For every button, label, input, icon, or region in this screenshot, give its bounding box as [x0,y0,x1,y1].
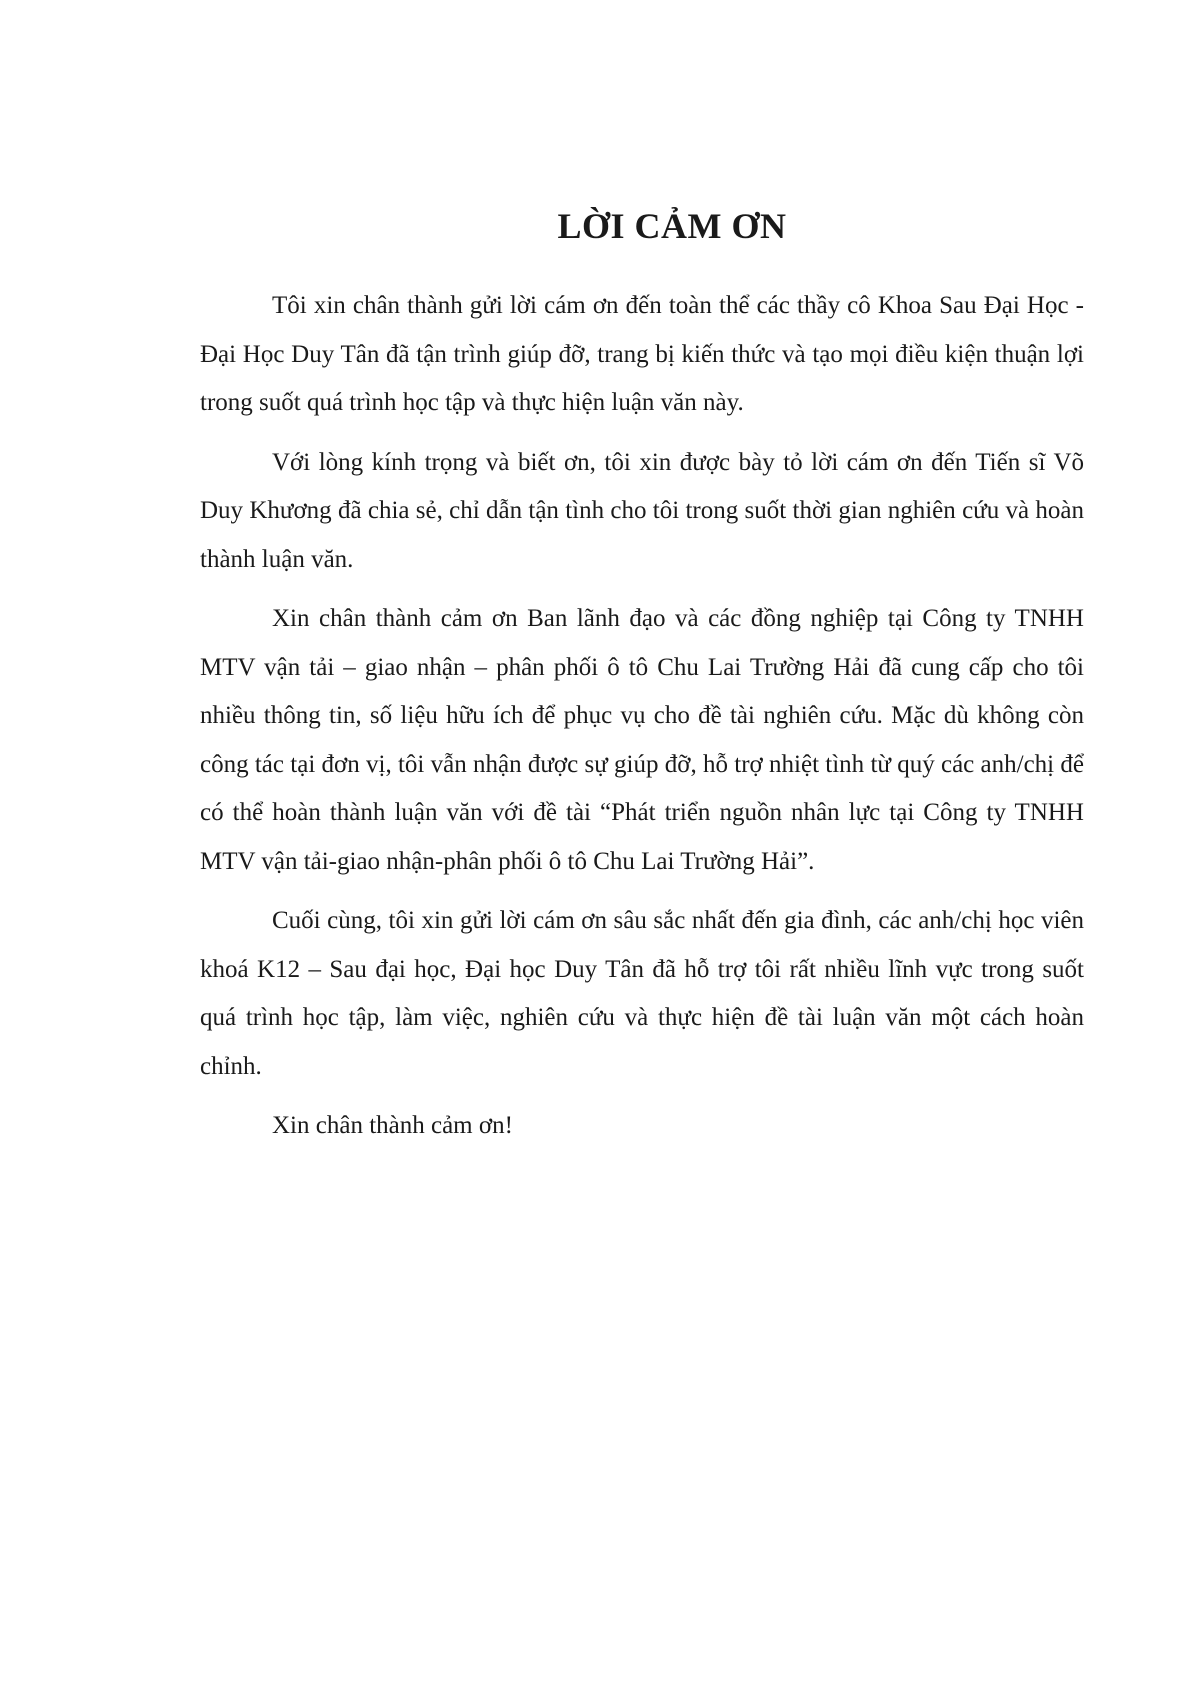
paragraph-faculty-thanks: Tôi xin chân thành gửi lời cám ơn đến toàn thể các thầy cô Khoa Sau Đại Học - Đại Học Duy Tân đã tận trình giúp đỡ, trang bị kiến thức và tạo mọi điều kiện thuận lợi trong suốt quá trình học tập và thực hiện luận văn này. [200,292,1084,416]
paragraph-family-thanks: Cuối cùng, tôi xin gửi lời cám ơn sâu sắc nhất đến gia đình, các anh/chị học viên khoá K12 – Sau đại học, Đại học Duy Tân đã hỗ trợ tôi rất nhiều lĩnh vực trong suốt quá trình học tập, làm việc, nghiên cứu và thực hiện đề tài luận văn một cách hoàn chỉnh. [200,907,1084,1080]
paragraph-advisor-thanks: Với lòng kính trọng và biết ơn, tôi xin được bày tỏ lời cám ơn đến Tiến sĩ Võ Duy Khương đã chia sẻ, chỉ dẫn tận tình cho tôi trong suốt thời gian nghiên cứu và hoàn thành luận văn. [200,448,1084,573]
page-title: LỜI CẢM ƠN [557,206,787,246]
paragraph-closing: Xin chân thành cảm ơn! [272,1112,513,1139]
paragraph-company-thanks: Xin chân thành cảm ơn Ban lãnh đạo và các đồng nghiệp tại Công ty TNHH MTV vận tải – giao nhận – phân phối ô tô Chu Lai Trường Hải đã cung cấp cho tôi nhiều thông tin, số liệu hữu ích để phục vụ cho đề tài nghiên cứu. Mặc dù không còn công tác tại đơn vị, tôi vẫn nhận được sự giúp đỡ, hỗ trợ nhiệt tình từ quý các anh/chị để có thể hoàn thành luận văn với đề tài “Phát triển nguồn nhân lực tại Công ty TNHH MTV vận tải-giao nhận-phân phối ô tô Chu Lai Trường Hải”. [200,605,1084,875]
acknowledgement-body [200,282,1084,1162]
